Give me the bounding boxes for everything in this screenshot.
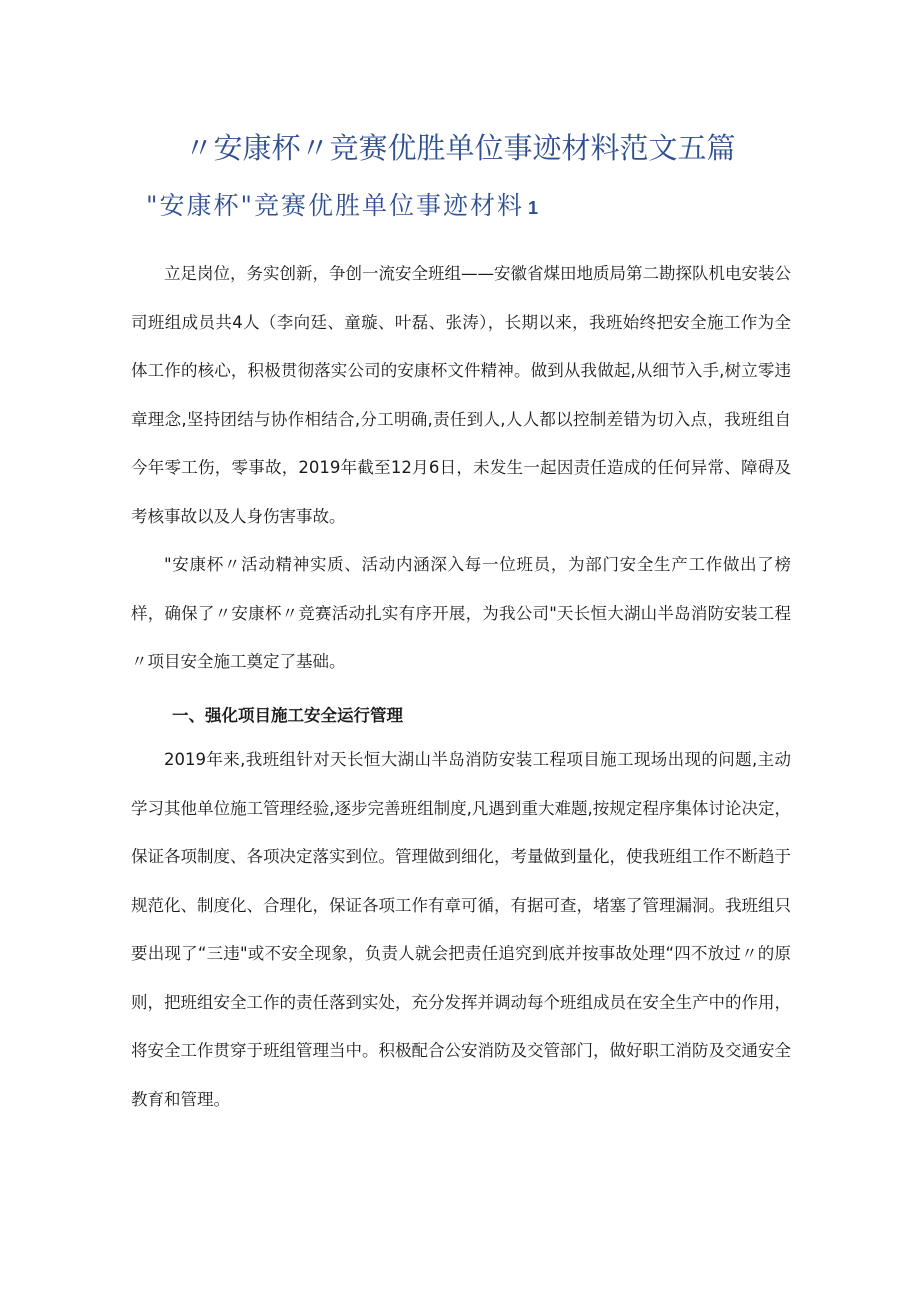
section-heading: 一、强化项目施工安全运行管理 <box>172 706 403 725</box>
document-title: 〃安康杯〃竞赛优胜单位事迹材料范文五篇 <box>184 131 736 165</box>
paragraph-ankang-spirit: "安康杯〃活动精神实质、活动内涵深入每一位班员，为部门安全生产工作做出了榜样，确保了〃安康杯〃竞赛活动扎实有序开展，为我公司"天长恒大湖山半岛消防安装工程〃项目安全施工奠定了基础。 <box>131 555 791 671</box>
paragraph-intro: 立足岗位，务实创新，争创一流安全班组——安徽省煤田地质局第二勘探队机电安装公司班组成员共4人（李向廷、童璇、叶磊、张涛），长期以来，我班始终把安全施工作为全体工作的核心，积极贯彻落实公司的安康杯文件精神。做到从我做起,从细节入手,树立零违章理念,坚持团结与协作相结合,分工明确,责任到人,人人都以控制差错为切入点，我班组自今年零工伤，零事故，2019年截至12月6日，未发生一起因责任造成的任何异常、障碍及考核事故以及人身伤害事故。 <box>131 264 791 526</box>
document-subtitle <box>146 186 540 228</box>
subtitle-number: 1 <box>528 198 541 218</box>
subtitle-text: "安康杯"竞赛优胜单位事迹材料 <box>146 191 524 220</box>
paragraph-section-management: 2019年来,我班组针对天长恒大湖山半岛消防安装工程项目施工现场出现的问题,主动学习其他单位施工管理经验,逐步完善班组制度,凡遇到重大难题,按规定程序集体讨论决定，保证各项制度、各项决定落实到位。管理做到细化，考量做到量化，使我班组工作不断趋于规范化、制度化、合理化，保证各项工作有章可循，有据可查，堵塞了管理漏洞。我班组只要出现了“三违"或不安全现象，负责人就会把责任追究到底并按事故处理“四不放过〃的原则，把班组安全工作的责任落到实处，充分发挥并调动每个班组成员在安全生产中的作用，将安全工作贯穿于班组管理当中。积极配合公安消防及交管部门，做好职工消防及交通安全教育和管理。 <box>131 750 791 1109</box>
